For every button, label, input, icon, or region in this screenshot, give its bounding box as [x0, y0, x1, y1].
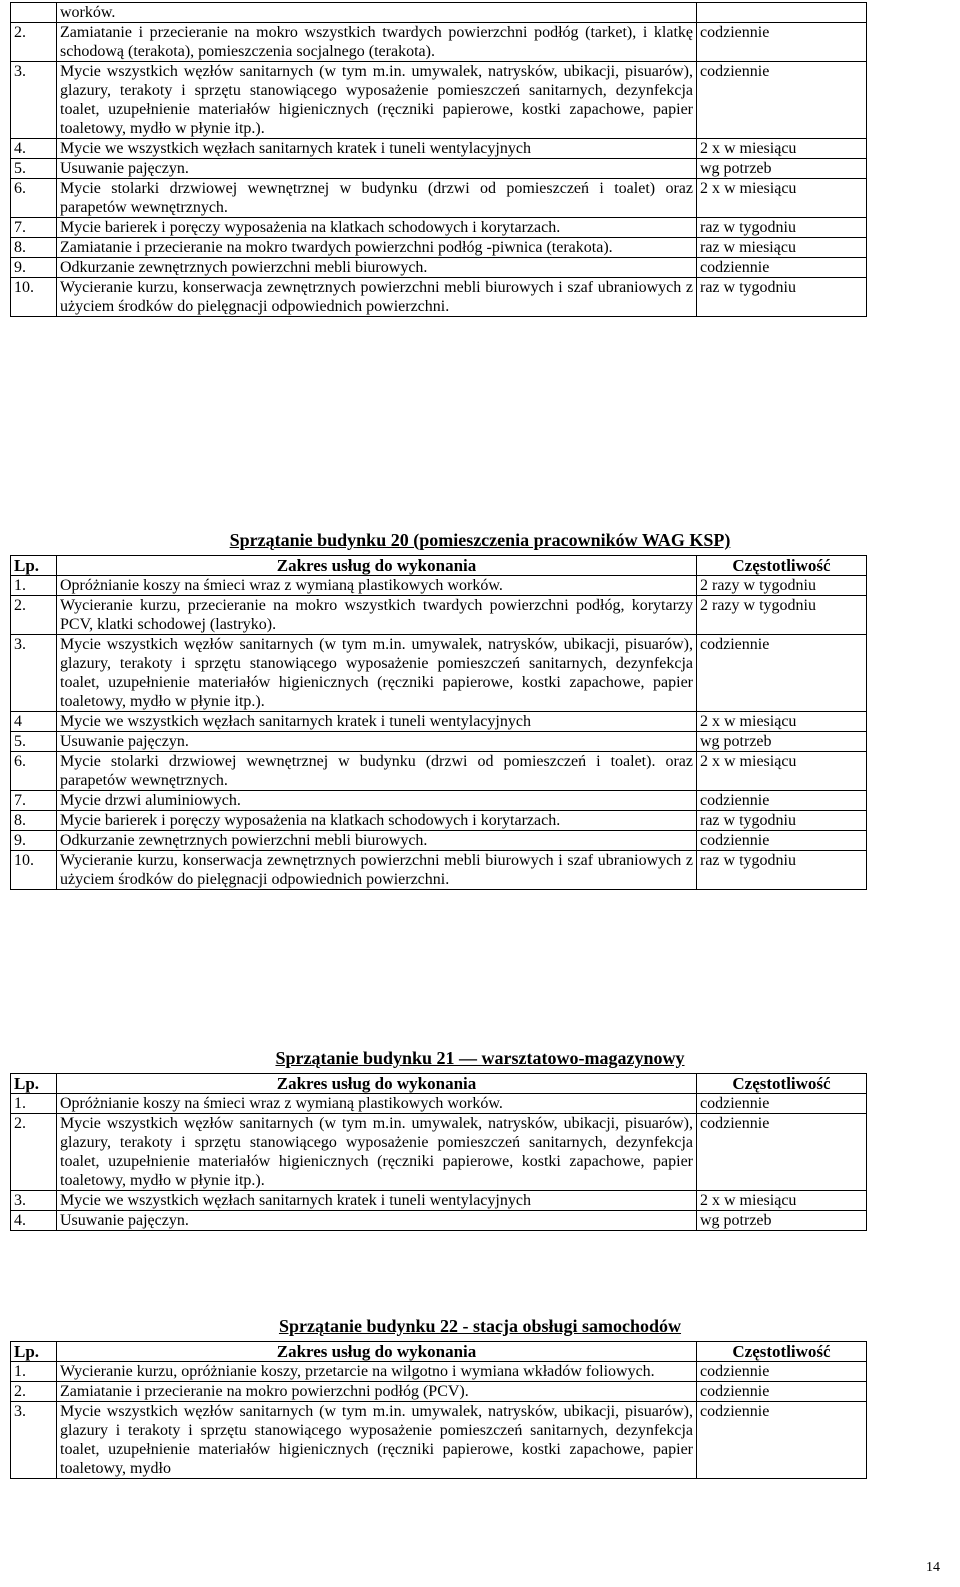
table-row	[11, 278, 867, 317]
section-20-header	[11, 556, 867, 576]
table-row	[11, 752, 867, 791]
row-number: 4	[11, 712, 57, 732]
section-22-table	[10, 1341, 867, 1479]
row-number: 7.	[11, 218, 57, 238]
row-description: Wycieranie kurzu, konserwacja zewnętrznych powierzchni mebli biurowych i szaf ubraniowych z użyciem środków do pielęgnacji odpowiednich powierzchni.	[57, 851, 697, 890]
row-frequency: 2 razy w tygodniu	[697, 596, 867, 635]
table-row	[11, 62, 867, 139]
header-scope: Zakres usług do wykonania	[57, 1342, 697, 1362]
row-frequency: 2 x w miesiącu	[697, 179, 867, 218]
table-row	[11, 1114, 867, 1191]
section-21-body	[11, 1094, 867, 1231]
row-frequency: 2 x w miesiącu	[697, 1191, 867, 1211]
section-20-table	[10, 555, 867, 890]
row-description: Usuwanie pajęczyn.	[57, 1211, 697, 1231]
row-description: Mycie stolarki drzwiowej wewnętrznej w budynku (drzwi od pomieszczeń i toalet). oraz parapetów wewnętrznych.	[57, 752, 697, 791]
row-number	[11, 3, 57, 23]
row-number: 6.	[11, 179, 57, 218]
header-freq: Częstotliwość	[697, 556, 867, 576]
table-row	[11, 732, 867, 752]
table-row	[11, 811, 867, 831]
table-row	[11, 139, 867, 159]
table-row	[11, 1094, 867, 1114]
row-frequency: codziennie	[697, 1094, 867, 1114]
table-row	[11, 1211, 867, 1231]
row-number: 7.	[11, 791, 57, 811]
row-frequency: codziennie	[697, 23, 867, 62]
table-row	[11, 596, 867, 635]
row-number: 2.	[11, 1114, 57, 1191]
row-number: 5.	[11, 159, 57, 179]
row-description: Mycie we wszystkich węzłach sanitarnych kratek i tuneli wentylacyjnych	[57, 139, 697, 159]
row-number: 3.	[11, 1191, 57, 1211]
row-frequency: 2 x w miesiącu	[697, 139, 867, 159]
row-number: 9.	[11, 258, 57, 278]
row-description: Odkurzanie zewnętrznych powierzchni mebli biurowych.	[57, 258, 697, 278]
row-description: Mycie we wszystkich węzłach sanitarnych kratek i tuneli wentylacyjnych	[57, 712, 697, 732]
row-frequency: raz w tygodniu	[697, 218, 867, 238]
table-row	[11, 576, 867, 596]
row-frequency: 2 x w miesiącu	[697, 752, 867, 791]
row-number: 2.	[11, 596, 57, 635]
header-lp: Lp.	[11, 1074, 57, 1094]
row-frequency: codziennie	[697, 1382, 867, 1402]
row-description: Mycie stolarki drzwiowej wewnętrznej w budynku (drzwi od pomieszczeń i toalet) oraz parapetów wewnętrznych.	[57, 179, 697, 218]
header-lp: Lp.	[11, 1342, 57, 1362]
row-description: Usuwanie pajęczyn.	[57, 732, 697, 752]
row-frequency: codziennie	[697, 831, 867, 851]
table-row	[11, 23, 867, 62]
table-row	[11, 3, 867, 23]
row-frequency: 2 razy w tygodniu	[697, 576, 867, 596]
table-row	[11, 1402, 867, 1479]
row-description: Mycie barierek i poręczy wyposażenia na klatkach schodowych i korytarzach.	[57, 218, 697, 238]
row-number: 4.	[11, 1211, 57, 1231]
row-description: Mycie we wszystkich węzłach sanitarnych kratek i tuneli wentylacyjnych	[57, 1191, 697, 1211]
row-frequency	[697, 3, 867, 23]
row-description: Mycie wszystkich węzłów sanitarnych (w tym m.in. umywalek, natrysków, ubikacji, pisuarów), glazury, terakoty i sprzętu stanowiącego wyposażenie pomieszczeń sanitarnych, dezynfekcja toalet, uzupełnienie materiałów higienicznych (ręczniki papierowe, kostki zapachowe, papier toaletowy, mydło w płynie itp.).	[57, 62, 697, 139]
page-number: 14	[926, 1560, 940, 1575]
table-row	[11, 1191, 867, 1211]
row-description: Zamiatanie i przecieranie na mokro powierzchni podłóg (PCV).	[57, 1382, 697, 1402]
row-frequency: codziennie	[697, 1402, 867, 1479]
table-row	[11, 218, 867, 238]
row-description: Wycieranie kurzu, konserwacja zewnętrznych powierzchni mebli biurowych i szaf ubraniowych z użyciem środków do pielęgnacji odpowiednich powierzchni.	[57, 278, 697, 317]
section-22-body	[11, 1362, 867, 1479]
header-freq: Częstotliwość	[697, 1074, 867, 1094]
row-frequency: wg potrzeb	[697, 1211, 867, 1231]
row-frequency: raz w tygodniu	[697, 278, 867, 317]
section-20-title: Sprzątanie budynku 20 (pomieszczenia pracowników WAG KSP)	[229, 530, 731, 550]
table-row	[11, 258, 867, 278]
table-row	[11, 179, 867, 218]
row-number: 1.	[11, 576, 57, 596]
row-number: 5.	[11, 732, 57, 752]
row-frequency: raz w miesiącu	[697, 238, 867, 258]
table-row	[11, 791, 867, 811]
table-row	[11, 1362, 867, 1382]
row-description: Mycie barierek i poręczy wyposażenia na klatkach schodowych i korytarzach.	[57, 811, 697, 831]
row-description: Mycie wszystkich węzłów sanitarnych (w tym m.in. umywalek, natrysków, ubikacji, pisuarów), glazury, terakoty i sprzętu stanowiącego wyposażenie pomieszczeń sanitarnych, dezynfekcja toalet, uzupełnienie materiałów higienicznych (ręczniki papierowe, kostki zapachowe, papier toaletowy, mydło w płynie itp.).	[57, 1114, 697, 1191]
row-description: Usuwanie pajęczyn.	[57, 159, 697, 179]
row-description: Zamiatanie i przecieranie na mokro twardych powierzchni podłóg -piwnica (terakota).	[57, 238, 697, 258]
table-row	[11, 635, 867, 712]
table-row	[11, 1382, 867, 1402]
row-number: 9.	[11, 831, 57, 851]
row-description: Wycieranie kurzu, opróżnianie koszy, przetarcie na wilgotno i wymiana wkładów foliowych.	[57, 1362, 697, 1382]
row-frequency: wg potrzeb	[697, 159, 867, 179]
header-freq: Częstotliwość	[697, 1342, 867, 1362]
section-22-title: Sprzątanie budynku 22 - stacja obsługi samochodów	[278, 1316, 682, 1336]
table-row	[11, 238, 867, 258]
row-number: 1.	[11, 1094, 57, 1114]
row-frequency: codziennie	[697, 791, 867, 811]
row-frequency: raz w tygodniu	[697, 851, 867, 890]
row-frequency: codziennie	[697, 1114, 867, 1191]
top-table	[10, 2, 867, 317]
header-lp: Lp.	[11, 556, 57, 576]
section-21-table	[10, 1073, 867, 1231]
table-row	[11, 831, 867, 851]
row-number: 10.	[11, 278, 57, 317]
row-number: 2.	[11, 1382, 57, 1402]
row-number: 1.	[11, 1362, 57, 1382]
table-row	[11, 159, 867, 179]
row-number: 10.	[11, 851, 57, 890]
row-number: 8.	[11, 811, 57, 831]
row-description: Mycie drzwi aluminiowych.	[57, 791, 697, 811]
row-number: 6.	[11, 752, 57, 791]
row-number: 8.	[11, 238, 57, 258]
row-frequency: codziennie	[697, 635, 867, 712]
section-20-body	[11, 576, 867, 890]
row-description: Opróżnianie koszy na śmieci wraz z wymianą plastikowych worków.	[57, 1094, 697, 1114]
section-21-header	[11, 1074, 867, 1094]
row-number: 4.	[11, 139, 57, 159]
row-description: Wycieranie kurzu, przecieranie na mokro wszystkich twardych powierzchni podłóg, korytarzy PCV, klatki schodowej (lastryko).	[57, 596, 697, 635]
row-frequency: wg potrzeb	[697, 732, 867, 752]
row-frequency: codziennie	[697, 258, 867, 278]
row-number: 3.	[11, 62, 57, 139]
row-frequency: raz w tygodniu	[697, 811, 867, 831]
row-description: worków.	[57, 3, 697, 23]
header-scope: Zakres usług do wykonania	[57, 556, 697, 576]
row-description: Mycie wszystkich węzłów sanitarnych (w tym m.in. umywalek, natrysków, ubikacji, pisuarów), glazury, terakoty i sprzętu stanowiącego wyposażenie pomieszczeń sanitarnych, dezynfekcja toalet, uzupełnienie materiałów higienicznych (ręczniki papierowe, kostki zapachowe, papier toaletowy, mydło w płynie itp.).	[57, 635, 697, 712]
row-description: Mycie wszystkich węzłów sanitarnych (w tym m.in. umywalek, natrysków, ubikacji, pisuarów), glazury i terakoty i sprzętu stanowiącego wyposażenie pomieszczeń sanitarnych, dezynfekcja toalet, uzupełnienie materiałów higienicznych (ręczniki papierowe, kostki zapachowe, papier toaletowy, mydło	[57, 1402, 697, 1479]
table-row	[11, 712, 867, 732]
header-scope: Zakres usług do wykonania	[57, 1074, 697, 1094]
row-number: 2.	[11, 23, 57, 62]
row-number: 3.	[11, 635, 57, 712]
top-table-body	[11, 3, 867, 317]
row-description: Odkurzanie zewnętrznych powierzchni mebli biurowych.	[57, 831, 697, 851]
row-description: Opróżnianie koszy na śmieci wraz z wymianą plastikowych worków.	[57, 576, 697, 596]
row-frequency: 2 x w miesiącu	[697, 712, 867, 732]
row-frequency: codziennie	[697, 1362, 867, 1382]
row-description: Zamiatanie i przecieranie na mokro wszystkich twardych powierzchni podłóg (tarket), i klatkę schodową (terakota), pomieszczenia socjalnego (terakota).	[57, 23, 697, 62]
row-frequency: codziennie	[697, 62, 867, 139]
row-number: 3.	[11, 1402, 57, 1479]
table-row	[11, 851, 867, 890]
section-21-title: Sprzątanie budynku 21 — warsztatowo-magazynowy	[275, 1048, 685, 1068]
section-22-header	[11, 1342, 867, 1362]
